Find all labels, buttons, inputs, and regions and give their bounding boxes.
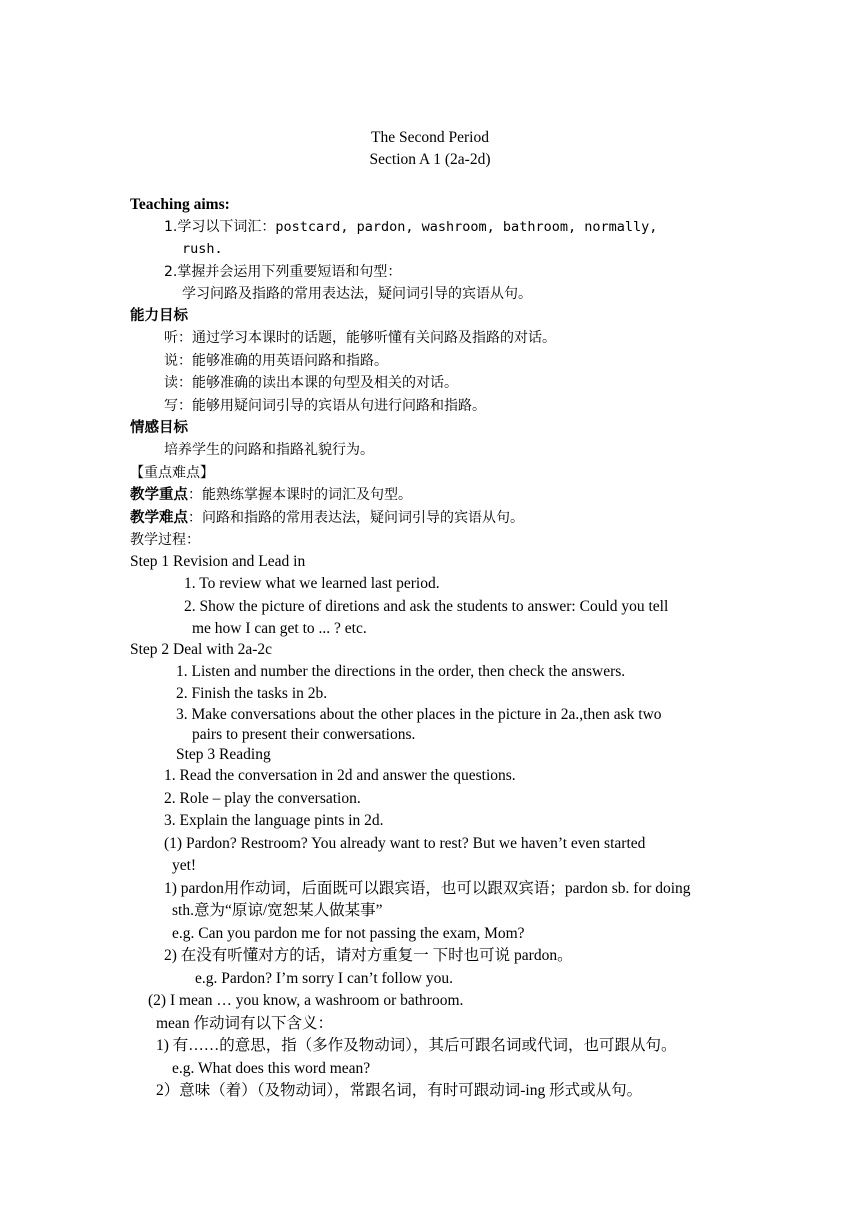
key-point-label: 教学重点 [130, 487, 188, 503]
mean-definition-2: 2）意味（着）（及物动词），常跟名词，有时可跟动词-ing 形式或从句。 [156, 1082, 643, 1099]
aim-1-continued: rush. [182, 241, 223, 257]
aim-1-lead: 学习以下词汇： [177, 219, 276, 235]
language-point-1-note: 1) pardon用作动词，后面既可以跟宾语，也可以跟双宾语；pardon sb. for doing [164, 880, 691, 897]
document-title: The Second Period [371, 129, 489, 146]
step-3-heading: Step 3 Reading [176, 746, 271, 763]
document-subtitle: Section A 1 (2a-2d) [369, 151, 491, 168]
emotion-heading: 情感目标 [130, 420, 188, 436]
step-1-item-1: 1. To review what we learned last period. [184, 575, 440, 592]
aim-1-words: postcard, pardon, washroom, bathroom, normally, [275, 219, 658, 235]
step-3-item-3: 3. Explain the language pints in 2d. [164, 812, 384, 829]
difficult-point [130, 508, 524, 528]
step-2-item-3: 3. Make conversations about the other places in the picture in 2a.,then ask two [176, 706, 662, 723]
step-2-item-2: 2. Finish the tasks in 2b. [176, 685, 328, 702]
teaching-aims-heading: Teaching aims: [130, 196, 230, 213]
mean-intro: mean 作动词有以下含义： [156, 1015, 333, 1032]
difficult-point-text: ：问路和指路的常用表达法，疑问词引导的宾语从句。 [188, 510, 524, 526]
language-point-1-example-2: e.g. Pardon? I’m sorry I can’t follow you. [195, 970, 453, 987]
step-2-heading: Step 2 Deal with 2a-2c [130, 641, 273, 658]
step-3-item-1: 1. Read the conversation in 2d and answer the questions. [164, 767, 516, 784]
aim-1 [164, 217, 657, 237]
aim-1-number: 1. [164, 219, 178, 235]
step-2-item-3-continued: pairs to present their conwersations. [192, 726, 416, 743]
language-point-1-example: e.g. Can you pardon me for not passing the exam, Mom? [172, 925, 525, 942]
emotion-text: 培养学生的问路和指路礼貌行为。 [164, 442, 374, 458]
mean-definition-1: 1) 有……的意思，指（多作及物动词），其后可跟名词或代词，也可跟从句。 [156, 1037, 677, 1054]
key-point [130, 485, 412, 505]
step-1-heading: Step 1 Revision and Lead in [130, 553, 306, 570]
step-2-item-1: 1. Listen and number the directions in the order, then check the answers. [176, 663, 626, 680]
language-point-1: (1) Pardon? Restroom? You already want to rest? But we haven’t even started [164, 835, 646, 852]
step-1-item-2-continued: me how I can get to ... ? etc. [192, 620, 367, 637]
aim-2-detail: 学习问路及指路的常用表达法，疑问词引导的宾语从句。 [182, 286, 532, 302]
aim-2: 2.掌握并会运用下列重要短语和句型： [164, 264, 402, 280]
key-difficult-heading: 【重点难点】 [130, 465, 214, 481]
ability-listen: 听：通过学习本课时的话题，能够听懂有关问路及指路的对话。 [164, 330, 556, 346]
language-point-1-note-continued: sth.意为“原谅/宽恕某人做某事” [172, 902, 383, 919]
ability-speak: 说：能够准确的用英语问路和指路。 [164, 353, 388, 369]
ability-heading: 能力目标 [130, 308, 188, 324]
step-1-item-2: 2. Show the picture of diretions and ask the students to answer: Could you tell [184, 598, 669, 615]
language-point-1-note-2: 2) 在没有听懂对方的话，请对方重复一 下时也可说 pardon。 [164, 947, 573, 964]
process-heading: 教学过程： [130, 532, 200, 548]
ability-read: 读：能够准确的读出本课的句型及相关的对话。 [164, 375, 458, 391]
language-point-1-continued: yet! [172, 857, 197, 874]
language-point-2: (2) I mean … you know, a washroom or bathroom. [148, 992, 464, 1009]
difficult-point-label: 教学难点 [130, 510, 188, 526]
key-point-text: ：能熟练掌握本课时的词汇及句型。 [188, 487, 412, 503]
step-3-item-2: 2. Role – play the conversation. [164, 790, 361, 807]
mean-definition-1-example: e.g. What does this word mean? [172, 1060, 371, 1077]
ability-write: 写：能够用疑问词引导的宾语从句进行问路和指路。 [164, 398, 486, 414]
